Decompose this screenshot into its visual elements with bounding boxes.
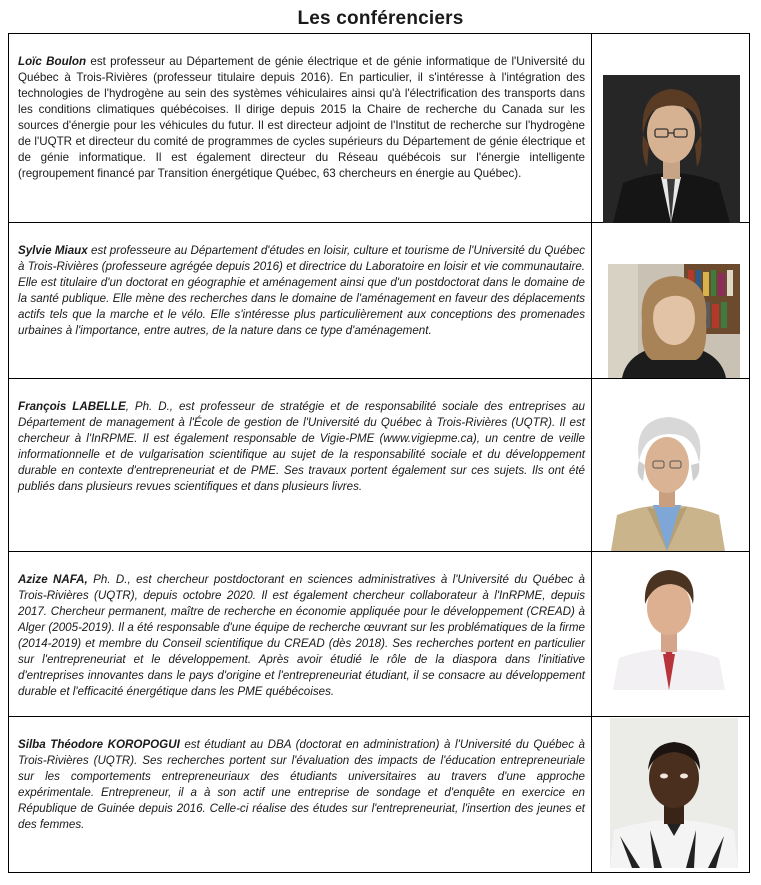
speaker-photo-cell	[592, 717, 749, 872]
speaker-photo-cell	[592, 379, 749, 551]
speaker-row	[8, 552, 750, 717]
speaker-bio-cell	[9, 379, 592, 551]
speakers-table	[8, 33, 750, 873]
speaker-row	[8, 33, 750, 223]
speaker-photo	[611, 562, 727, 690]
speaker-photo	[610, 718, 738, 868]
speaker-bio: est étudiant au DBA (doctorat en administration) à l'Université du Québec à Trois-Rivières (UQTR). Ses recherches portent sur l'évaluation des impacts de l'éducation entrepreneuriale sur les comportements entrepreneuriaux des étudiants universitaires au travers d'une approche expérimentale. Entrepreneur, il a à son actif une entreprise de sondage et d'enquête en exercice en République de Guinée depuis 2016. Celle-ci réalise des études sur l'entrepreneuriat, l'insertion des jeunes et des femmes.	[18, 738, 586, 831]
speaker-bio: Ph. D., est chercheur postdoctorant en sciences administratives à l'Université du Québec à Trois-Rivières (UQTR), depuis octobre 2020. Il est également chercheur collaborateur à l'InRPME, depuis 2017. Chercheur permanent, maître de recherche en économie appliquée pour le développement (CREAD) à Alger (2005-2019). Il a été responsable d'une équipe de recherche œuvrant sur les problématiques de la firme (2014-2019) et membre du Conseil scientifique du CREAD (dès 2018). Ses recherches portent en particulier sur l'entrepreneuriat et le développement. Après avoir étudié le rôle de la diaspora dans l'initiative d'entreprises innovantes dans le pays d'origine et l'entrepreneuriat étudiant, il se consacre au développement durable et l'efficacité énergétique dans les PME québécoises.	[18, 573, 585, 698]
speaker-name: François LABELLE	[18, 400, 126, 413]
speaker-name: Azize NAFA,	[18, 573, 88, 586]
speaker-bio-cell	[9, 34, 592, 222]
speaker-bio-cell	[9, 223, 592, 378]
speaker-photo	[603, 75, 740, 223]
speaker-bio: , Ph. D., est professeur de stratégie et de responsabilité sociale des entreprises au Département de management à l'École de gestion de l'Université du Québec à Trois-Rivières (UQTR). Il est chercheur à l'InRPME. Il est également responsable de Vigie-PME (www.vigiepme.ca), un centre de veille informationnelle et de vulgarisation scientifique au sujet de la responsabilité sociale et du développement durable en contexte d'entrepreneuriat et de PME. Ses travaux portent également sur ces sujets. Ils ont été publiés dans plusieurs revues scientifiques et dans plusieurs livres.	[18, 400, 585, 493]
speaker-bio-cell	[9, 717, 592, 872]
speaker-photo	[608, 264, 740, 378]
speaker-bio-cell	[9, 552, 592, 716]
speaker-row	[8, 379, 750, 552]
speaker-name: Loïc Boulon	[18, 55, 87, 68]
speaker-row	[8, 717, 750, 873]
page-title: Les conférenciers	[297, 8, 464, 29]
speaker-bio: est professeur au Département de génie électrique et de génie informatique de l'Université du Québec à Trois-Rivières (professeur titulaire depuis 2016). En particulier, il s'intéresse à l'intégration des technologies de l'hydrogène au sein des systèmes véhiculaires ainsi qu'à l'électrification des transports dans les conditions climatiques québécoises. Il dirige depuis 2015 la Chaire de recherche du Canada sur les sources d'énergie pour les véhicules du futur. Il est directeur adjoint de l'Institut de recherche sur l'hydrogène de l'UQTR et directeur du comité de programmes de cycles supérieurs du Département de génie électrique et de génie informatique. Il est également directeur du Réseau québécois sur l'énergie intelligente (regroupement financé par Transition énergétique Québec, 63 chercheurs en énergie au Québec).	[18, 55, 585, 180]
speaker-bio: est professeure au Département d'études en loisir, culture et tourisme de l'Université du Québec à Trois-Rivières (professeure agrégée depuis 2016) et directrice du Laboratoire en loisir et vie communautaire. Elle est titulaire d'un doctorat en géographie et aménagement ainsi que d'un postdoctorat dans le domaine de la santé publique. Elle mène des recherches dans le domaine de l'aménagement en faveur des déplacements actifs tels que la marche et le vélo. Elle s'intéresse plus particulièrement aux conceptions des promenades urbaines à l'importance, entre autres, de la nature dans ce type d'aménagement.	[18, 244, 585, 337]
speaker-photo-cell	[592, 223, 749, 378]
speaker-row	[8, 223, 750, 379]
speaker-photo-cell	[592, 34, 749, 222]
speaker-name: Sylvie Miaux	[18, 244, 88, 257]
speaker-photo	[607, 409, 729, 551]
speaker-photo-cell	[592, 552, 749, 716]
speaker-name: Silba Théodore KOROPOGUI	[18, 738, 180, 751]
